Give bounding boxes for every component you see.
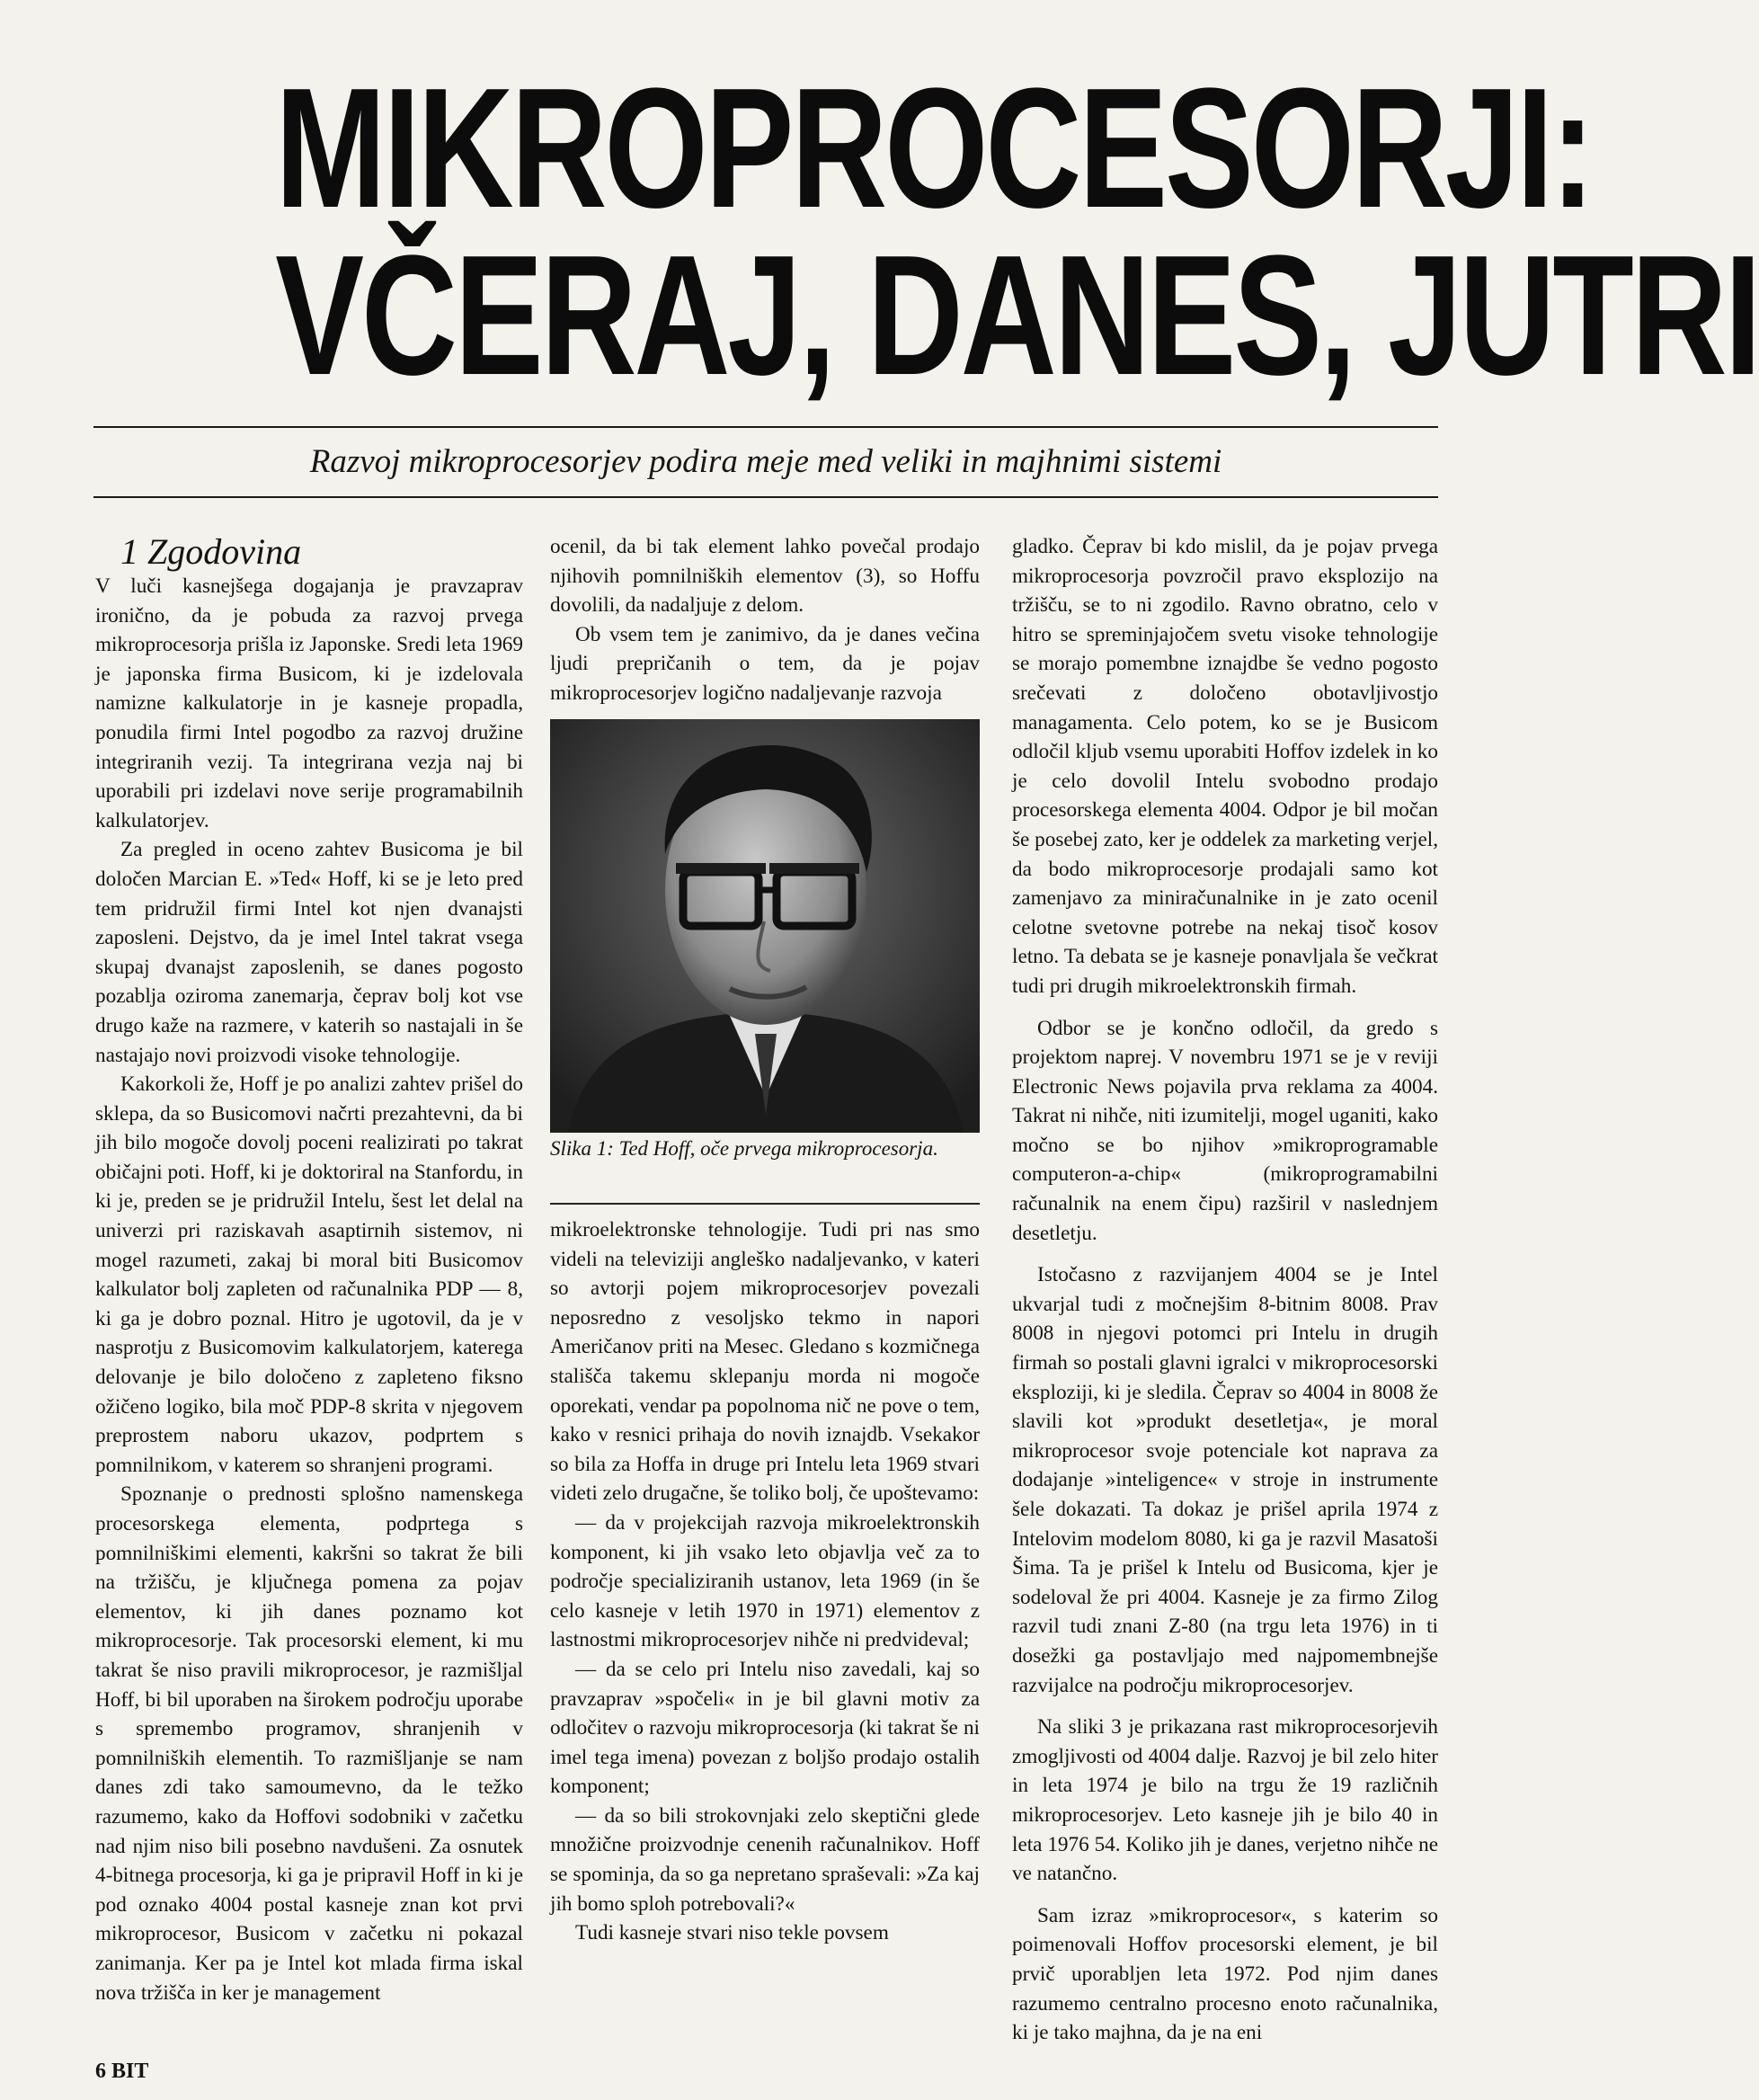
paragraph: Na sliki 3 je prikazana rast mikroprocesorjevih zmogljivosti od 4004 dalje. Razvoj je bil zelo hiter in leta 1974 je bilo na trgu že 19 različnih mikroprocesorjev. Leto kasneje jih je bilo 40 in leta 1976 54. Koliko jih je danes, verjetno nihče ne ve natančno. [1012,1715,1438,1886]
paragraph: Odbor se je končno odločil, da gredo s projektom naprej. V novembru 1971 se je v reviji Electronic News pojavila prva reklama za 4004. Takrat ni nihče, niti izumitelji, mogel uganiti, kako močno se bo njihov »mikroprogramable computeron-a-chip« (mikroprogramabilni računalnik na enem čipu) razširil v naslednjem desetletju. [1012,1016,1438,1245]
photo-caption: Slika 1: Ted Hoff, oče prvega mikroprocesorja. [550,1137,938,1160]
paragraph: Kakorkoli že, Hoff je po analizi zahtev prišel do sklepa, da so Busicomovi načrti prezahtevni, da bi jih bilo mogoče dovolj poceni realizirati po takrat običajni poti. Hoff, ki je doktoriral na Stanfordu, in ki je, preden se je pridružil Intelu, šest let delal na univerzi pri raziskavah asaptirnih sistemov, ni mogel razumeti, zakaj bi moral biti Busicomov kalkulator bolj zapleten od računalnika PDP — 8, ki ga je dobro poznal. Hitro je ugotovil, da je v nasprotju z Busicomovim kalkulatorjem, katerega delovanje je bilo določeno z zapleteno fiksno ožičeno logiko, bila moč PDP-8 skrita v njegovem preprostem naboru ukazov, podprtem s pomnilnikom, v katerem so shranjeni programi. [95,1072,523,1477]
list-item: — da v projekcijah razvoja mikroelektronskih komponent, ki jih vsako leto objavlja več za to področje specializiranih ustanov, leta 1969 (in še celo kasneje v letih 1970 in 1971) elementov z lastnostmi mikroprocesorjev nihče ni predvideval; [550,1510,980,1652]
section-title: 1 Zgodovina [120,531,302,572]
paragraph: Spoznanje o prednosti splošno namenskega procesorskega elementa, podprtega s pomnilniškimi elementi, kakršni so takrat že bili na tržišču, je ključnega pomena za pojav elementov, ki jih danes poznamo kot mikroprocesorje. Tak procesorski element, ki mu takrat še niso pravili mikroprocesor, je razmišljal Hoff, bi bil uporaben na širokem področju uporabe s spremembo programov, shranjenih v pomnilniških elementih. To razmišljanje se nam danes zdi tako samoumevno, da le težko razumemo, kako da Hoffovi sodobniki v začetku nad njim niso bili posebno navdušeni. Za osnutek 4-bitnega procesorja, ki ga je pripravil Hoff in ki je pod oznako 4004 postal kasneje znan kot prvi mikroprocesor, Busicom v začetku ni pokazal zanimanja. Ker pa je Intel kot mlada firma iskal nova tržišča in ker je management [95,1482,523,2005]
bottom-rule [93,496,1438,498]
portrait-illustration [550,719,980,1133]
paragraph: ocenil, da bi tak element lahko povečal prodajo njihovih pomnilniških elementov (3), so Hoffu dovolili, da nadaljuje z delom. [550,535,980,618]
column-2-top [550,532,980,708]
paragraph: gladko. Čeprav bi kdo mislil, da je pojav prvega mikroprocesorja povzročil pravo eksplozijo na tržišču, se to ni zgodilo. Ravno obratno, celo v hitro se spreminjajočem svetu visoke tehnologije se morajo pomembne iznajdbe še vedno pogosto srečevati z določeno obotavljivostjo managamenta. Celo potem, ko se je Busicom odločil kljub vsemu uporabiti Hoffov izdelek in ko je celo dovolil Intelu svobodno prodajo procesorskega elementa 4004. Odpor je bil močan še posebej zato, ker je oddelek za marketing verjel, da bodo mikroprocesorje prodajali samo kot zamenjavo za miniračunalnike in je zato ocenil celotne svetovne potrebe na nekaj tisoč kosov letno. Ta debata se je kasneje ponavljala še večkrat tudi pri drugih mikroelektronskih firmah. [1012,535,1438,998]
headline-line-2: VČERAJ, DANES, JUTRI [275,220,1759,411]
column-2-bottom [550,1215,980,1948]
paragraph: Za pregled in oceno zahtev Busicoma je bil določen Marcian E. »Ted« Hoff, ki se je leto pred tem pridružil firmi Intel kot njen dvanajsti zaposleni. Dejstvo, da je imel Intel takrat vsega skupaj dvanajst zaposlenih, se danes pogosto pozablja oziroma zanemarja, čeprav bolj kot vse drugo kaže na razmere, v katerih so nastajali in še nastajajo novi proizvodi visoke tehnologije. [95,838,523,1067]
portrait-photo [550,719,980,1133]
paragraph: mikroelektronske tehnologije. Tudi pri nas smo videli na televiziji angleško nadaljevanko, v kateri so avtorji pojem mikroprocesorjev povezali neposredno z vesoljsko tekmo in napori Američanov priti na Mesec. Gledano s kozmičnega stališča takemu sklepanju morda ni mogoče oporekati, vendar pa popolnoma nič ne pove o tem, kako v resnici prihaja do novih iznajdb. Vsekakor so bila za Hoffa in druge pri Intelu leta 1969 stvari videti zelo drugačne, še toliko bolj, če upoštevamo: [550,1218,980,1506]
list-item: — da so bili strokovnjaki zelo skeptični glede množične proizvodnje cenenih računalnikov. Hoff se spominja, da so ga nepretano spraševali: »Za kaj jih bomo sploh potrebovali?« [550,1803,980,1916]
paragraph: Tudi kasneje stvari niso tekle povsem [575,1921,889,1945]
headline [275,53,1759,411]
list-item: — da se celo pri Intelu niso zavedali, kaj so pravzaprav »spočeli« in je bil glavni motiv za odločitev o razvoju mikroprocesorja (ki takrat še ni imel tega imena) povezan z boljšo prodajo ostalih komponent; [550,1657,980,1799]
caption-rule [550,1203,980,1205]
subtitle: Razvoj mikroprocesorjev podira meje med veliki in majhnimi sistemi [309,443,1222,480]
headline-line-1: MIKROPROCESORJI: [275,53,1593,244]
paragraph: Ob vsem tem je zanimivo, da je danes večina ljudi prepričanih o tem, da je pojav mikroprocesorjev logično nadaljevanje razvoja [550,622,980,705]
top-rule [93,426,1438,428]
column-1 [95,532,523,2007]
column-3 [1012,532,1438,2048]
paragraph: Sam izraz »mikroprocesor«, s katerim so poimenovali Hoffov procesorski element, je bil prvič uporabljen leta 1972. Pod njim danes razumemo centralno procesno enoto računalnika, ki je tako majhna, da je na eni [1012,1903,1438,2045]
page-footer: 6 BIT [95,2060,149,2083]
paragraph: V luči kasnejšega dogajanja je pravzaprav ironično, da je pobuda za razvoj prvega mikroprocesorja prišla iz Japonske. Sredi leta 1969 je japonska firma Busicom, ki je izdelovala namizne kalkulatorje in je kasneje propadla, ponudila firmi Intel pogodbo za razvoj družine integriranih vezij. Ta integrirana vezja naj bi uporabili pri izdelavi nove serije programabilnih kalkulatorjev. [95,574,523,832]
paragraph: Istočasno z razvijanjem 4004 se je Intel ukvarjal tudi z močnejšim 8-bitnim 8008. Prav 8008 in njegovi potomci pri Intelu in drugih firmah so postali glavni igralci v mikroprocesorski eksploziji, ki je sledila. Čeprav so 4004 in 8008 že slavili kot »produkt desetletja«, je moral mikroprocesor svoje potenciale kot naprava za dodajanje »inteligence« v stroje in instrumente šele dokazati. Ta dokaz je prišel aprila 1974 z Intelovim modelom 8080, ki ga je razvil Masatoši Šima. Ta je prišel k Intelu od Busicoma, kjer je sodeloval že pri 4004. Kasneje je za firmo Zilog razvil tudi znani Z-80 (na trgu leta 1976) in ti dosežki ga postavljajo med najpomembnejše razvijalce na področju mikroprocesorjev. [1012,1263,1438,1697]
